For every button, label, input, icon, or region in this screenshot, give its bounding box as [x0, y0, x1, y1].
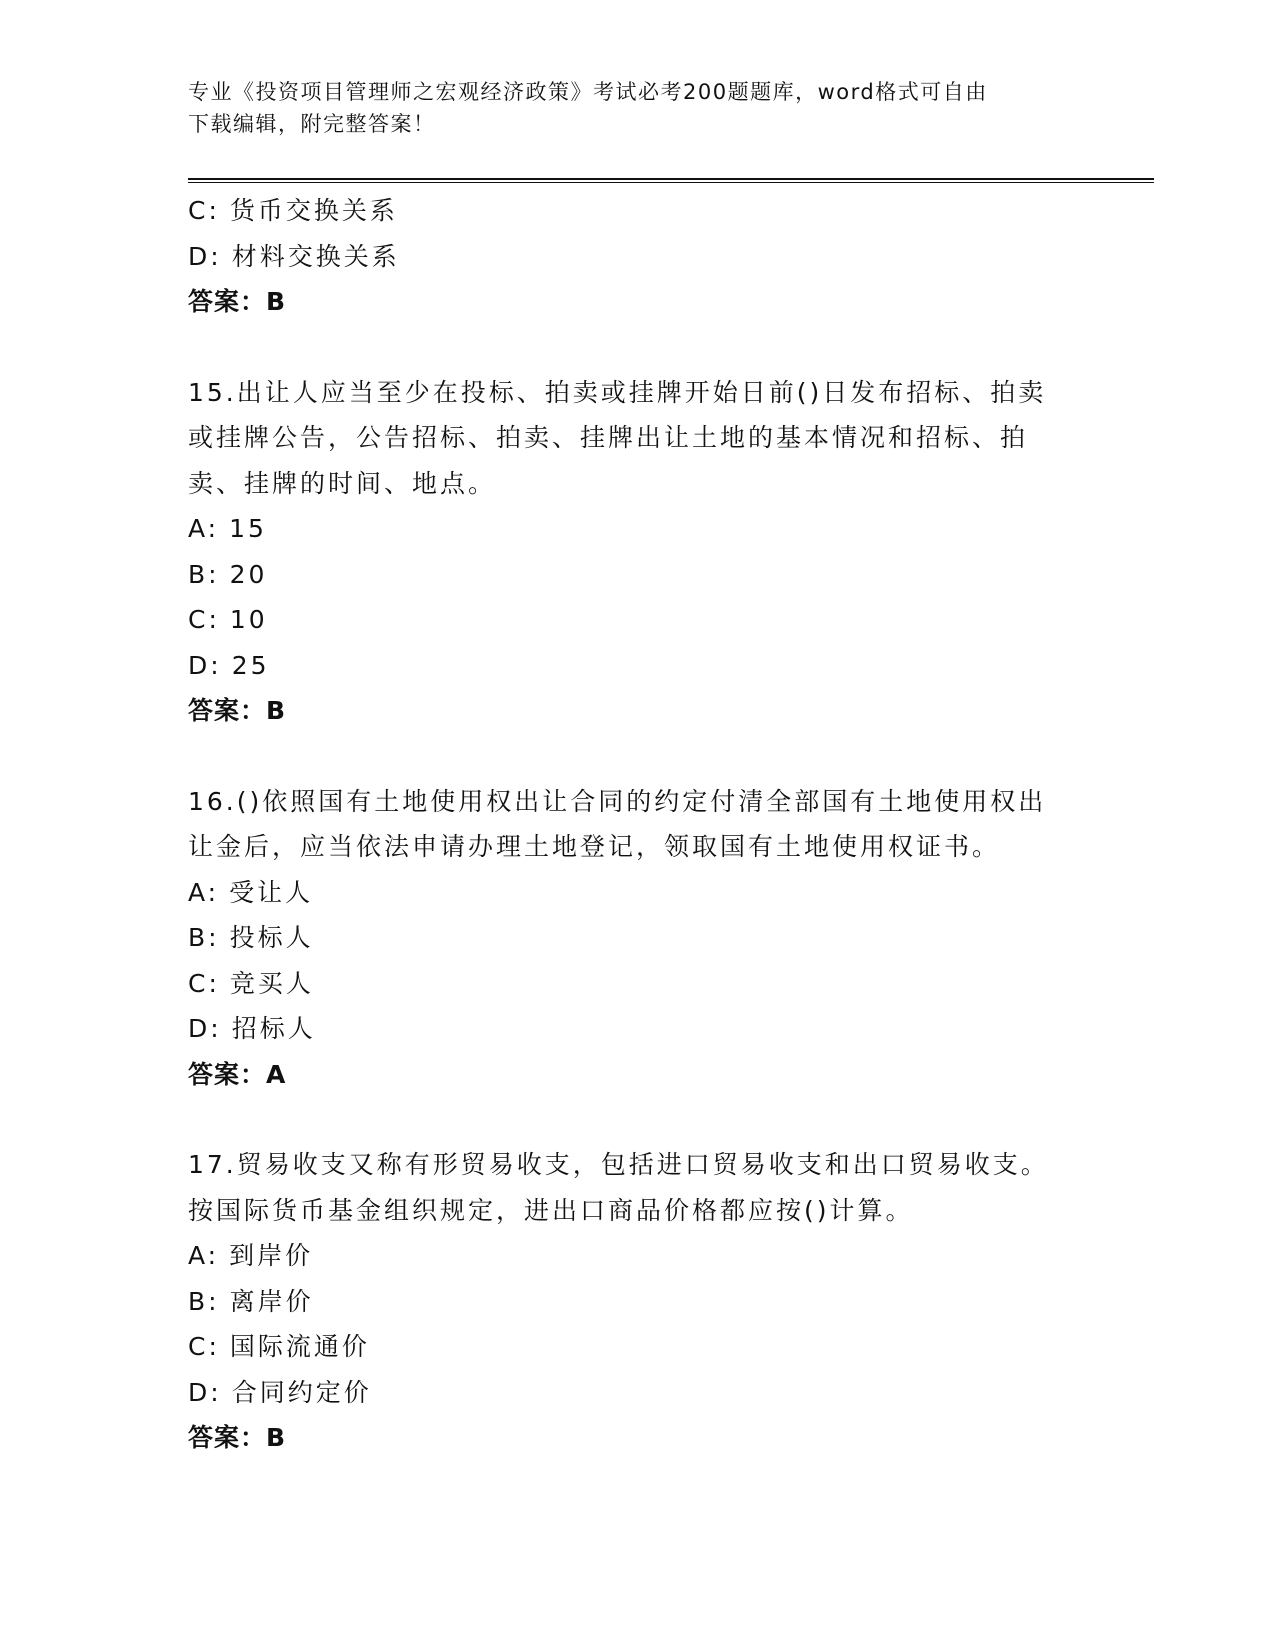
option-text: 招标人 [231, 1014, 316, 1043]
header-rule-thin [188, 182, 1154, 183]
option-c [188, 961, 1088, 1007]
option-prefix: C: [188, 968, 220, 998]
option-c [188, 188, 1088, 234]
option-b [188, 915, 1088, 961]
option-prefix: D: [188, 650, 222, 680]
document-body [188, 188, 1088, 1461]
question-stem: 17.贸易收支又称有形贸易收支，包括进口贸易收支和出口贸易收支。 按国际货币基金组织规定，进出口商品价格都应按()计算。 [188, 1150, 1049, 1225]
option-text: 国际流通价 [229, 1332, 370, 1361]
option-prefix: C: [188, 196, 220, 225]
option-prefix: B: [188, 923, 220, 952]
question-15 [188, 370, 1088, 734]
option-text: 合同约定价 [231, 1377, 372, 1407]
option-text: 25 [231, 650, 270, 680]
answer-line: 答案：B [188, 696, 287, 725]
answer-line: 答案：B [188, 1423, 287, 1452]
option-d [188, 1006, 1088, 1052]
header-rule-thick [188, 178, 1154, 180]
option-text: 20 [229, 559, 268, 589]
option-prefix: A: [188, 1241, 220, 1270]
option-prefix: B: [188, 1286, 220, 1316]
option-text: 投标人 [229, 923, 314, 952]
option-text: 货币交换关系 [229, 196, 398, 225]
option-prefix: A: [188, 877, 220, 907]
option-c [188, 1324, 1088, 1370]
option-text: 受让人 [229, 877, 314, 907]
option-a [188, 870, 1088, 916]
question-16 [188, 779, 1088, 1098]
spacer [188, 1097, 1088, 1142]
option-b [188, 1279, 1088, 1325]
option-d [188, 1370, 1088, 1416]
option-text: 离岸价 [229, 1286, 314, 1316]
option-c [188, 597, 1088, 643]
option-prefix: C: [188, 1332, 220, 1361]
question-17 [188, 1142, 1088, 1461]
answer-line: 答案：A [188, 1059, 287, 1089]
option-prefix: D: [188, 241, 222, 271]
option-text: 到岸价 [229, 1241, 314, 1270]
spacer [188, 325, 1088, 370]
option-text: 竞买人 [229, 968, 314, 998]
option-text: 15 [229, 514, 267, 543]
option-prefix: D: [188, 1377, 222, 1407]
option-prefix: A: [188, 514, 220, 543]
option-text: 材料交换关系 [231, 241, 400, 271]
document-header: 专业《投资项目管理师之宏观经济政策》考试必考200题题库，word格式可自由 下载编辑，附完整答案！ [188, 80, 988, 136]
option-b [188, 552, 1088, 598]
option-prefix: D: [188, 1014, 222, 1043]
question-14-tail [188, 188, 1088, 325]
question-stem: 16.()依照国有土地使用权出让合同的约定付清全部国有土地使用权出 让金后，应当依法申请办理土地登记，领取国有土地使用权证书。 [188, 786, 1047, 861]
option-prefix: C: [188, 605, 220, 634]
option-d [188, 234, 1088, 280]
option-prefix: B: [188, 559, 220, 589]
option-a [188, 1233, 1088, 1279]
option-a [188, 506, 1088, 552]
option-d [188, 643, 1088, 689]
option-text: 10 [229, 605, 268, 634]
question-stem: 15.出让人应当至少在投标、拍卖或挂牌开始日前()日发布招标、拍卖 或挂牌公告，公告招标、拍卖、挂牌出让土地的基本情况和招标、拍 卖、挂牌的时间、地点。 [188, 377, 1047, 498]
answer-line: 答案：B [188, 287, 287, 316]
spacer [188, 734, 1088, 779]
